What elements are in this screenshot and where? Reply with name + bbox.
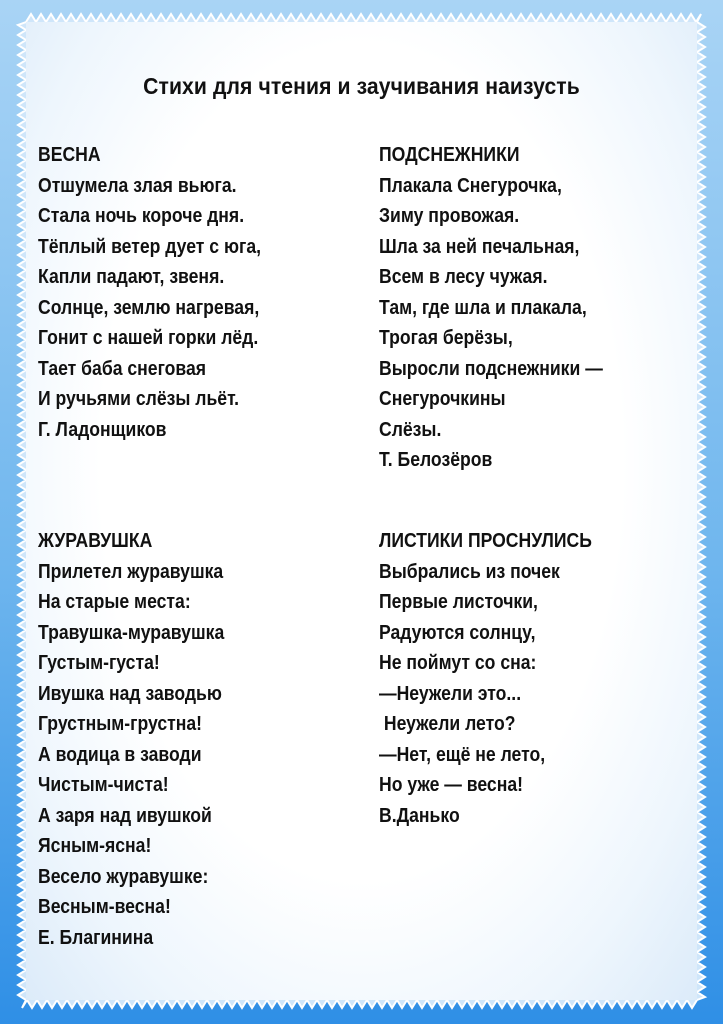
poem-line: —Нет, ещё не лето, bbox=[379, 743, 546, 766]
poem-line: Т. Белозёров bbox=[379, 449, 493, 471]
poem-line: Плакала Снегурочка, bbox=[379, 174, 562, 197]
poem-title: ЖУРАВУШКА bbox=[38, 530, 153, 552]
poem-line: Отшумела злая вьюга. bbox=[38, 174, 237, 197]
poem-line: Снегурочкины bbox=[379, 388, 506, 410]
poem-line: Ивушка над заводью bbox=[38, 682, 222, 705]
poem-lines bbox=[379, 171, 603, 476]
poem-title: ВЕСНА bbox=[38, 144, 101, 166]
poem-line: Тает баба снеговая bbox=[38, 357, 207, 380]
poem-line: Стала ночь короче дня. bbox=[38, 205, 245, 227]
poem-line: Весным-весна! bbox=[38, 896, 171, 918]
poem-line: Там, где шла и плакала, bbox=[379, 296, 587, 319]
poem-line: —Неужели это... bbox=[379, 682, 522, 705]
poem-vesna bbox=[38, 140, 261, 445]
poem-line: Шла за ней печальная, bbox=[379, 235, 580, 258]
poem-line: Неужели лето? bbox=[379, 713, 516, 735]
poem-line: Капли падают, звеня. bbox=[38, 266, 225, 288]
poem-line: А заря над ивушкой bbox=[38, 804, 212, 827]
poem-lines bbox=[38, 171, 261, 446]
poem-line: Но уже — весна! bbox=[379, 774, 523, 796]
poem-line: А водица в заводи bbox=[38, 743, 202, 766]
poem-line: Густым-густа! bbox=[38, 652, 160, 674]
poem-line: Весело журавушке: bbox=[38, 865, 209, 888]
poem-line: Выбрались из почек bbox=[379, 560, 560, 583]
poem-line: Зиму провожая. bbox=[379, 205, 520, 227]
poem-line: Чистым-чиста! bbox=[38, 774, 169, 796]
poem-line: Е. Благинина bbox=[38, 926, 154, 949]
poem-line: Первые листочки, bbox=[379, 591, 538, 613]
poem-title: ЛИСТИКИ ПРОСНУЛИСЬ bbox=[379, 530, 592, 552]
poem-line: Тёплый ветер дует с юга, bbox=[38, 235, 262, 258]
poem-line: Ясным-ясна! bbox=[38, 835, 152, 857]
page-title: Стихи для чтения и заучивания наизусть bbox=[143, 73, 580, 99]
poem-podsnezhniki bbox=[379, 140, 603, 476]
poem-line: Слёзы. bbox=[379, 418, 442, 441]
poem-line: Не поймут со сна: bbox=[379, 652, 537, 674]
poem-line: Радуются солнцу, bbox=[379, 621, 536, 644]
poem-title: ПОДСНЕЖНИКИ bbox=[379, 144, 520, 166]
poem-line: Солнце, землю нагревая, bbox=[38, 296, 260, 319]
poem-line: Г. Ладонщиков bbox=[38, 418, 167, 441]
poem-line: Всем в лесу чужая. bbox=[379, 266, 548, 288]
poem-line: Травушка-муравушка bbox=[38, 621, 225, 644]
poem-line: В.Данько bbox=[379, 804, 460, 827]
poem-line: Гонит с нашей горки лёд. bbox=[38, 327, 259, 349]
poem-lines bbox=[379, 557, 592, 832]
poem-line: Грустным-грустна! bbox=[38, 713, 203, 735]
poem-zhuravushka bbox=[38, 526, 224, 953]
poem-line: На старые места: bbox=[38, 591, 191, 613]
poem-lines bbox=[38, 557, 224, 954]
poem-line: Трогая берёзы, bbox=[379, 327, 513, 349]
poem-line: И ручьями слёзы льёт. bbox=[38, 388, 240, 410]
poem-line: Выросли подснежники — bbox=[379, 357, 603, 380]
poem-line: Прилетел журавушка bbox=[38, 560, 224, 583]
poem-listiki-prosnulis bbox=[379, 526, 592, 831]
